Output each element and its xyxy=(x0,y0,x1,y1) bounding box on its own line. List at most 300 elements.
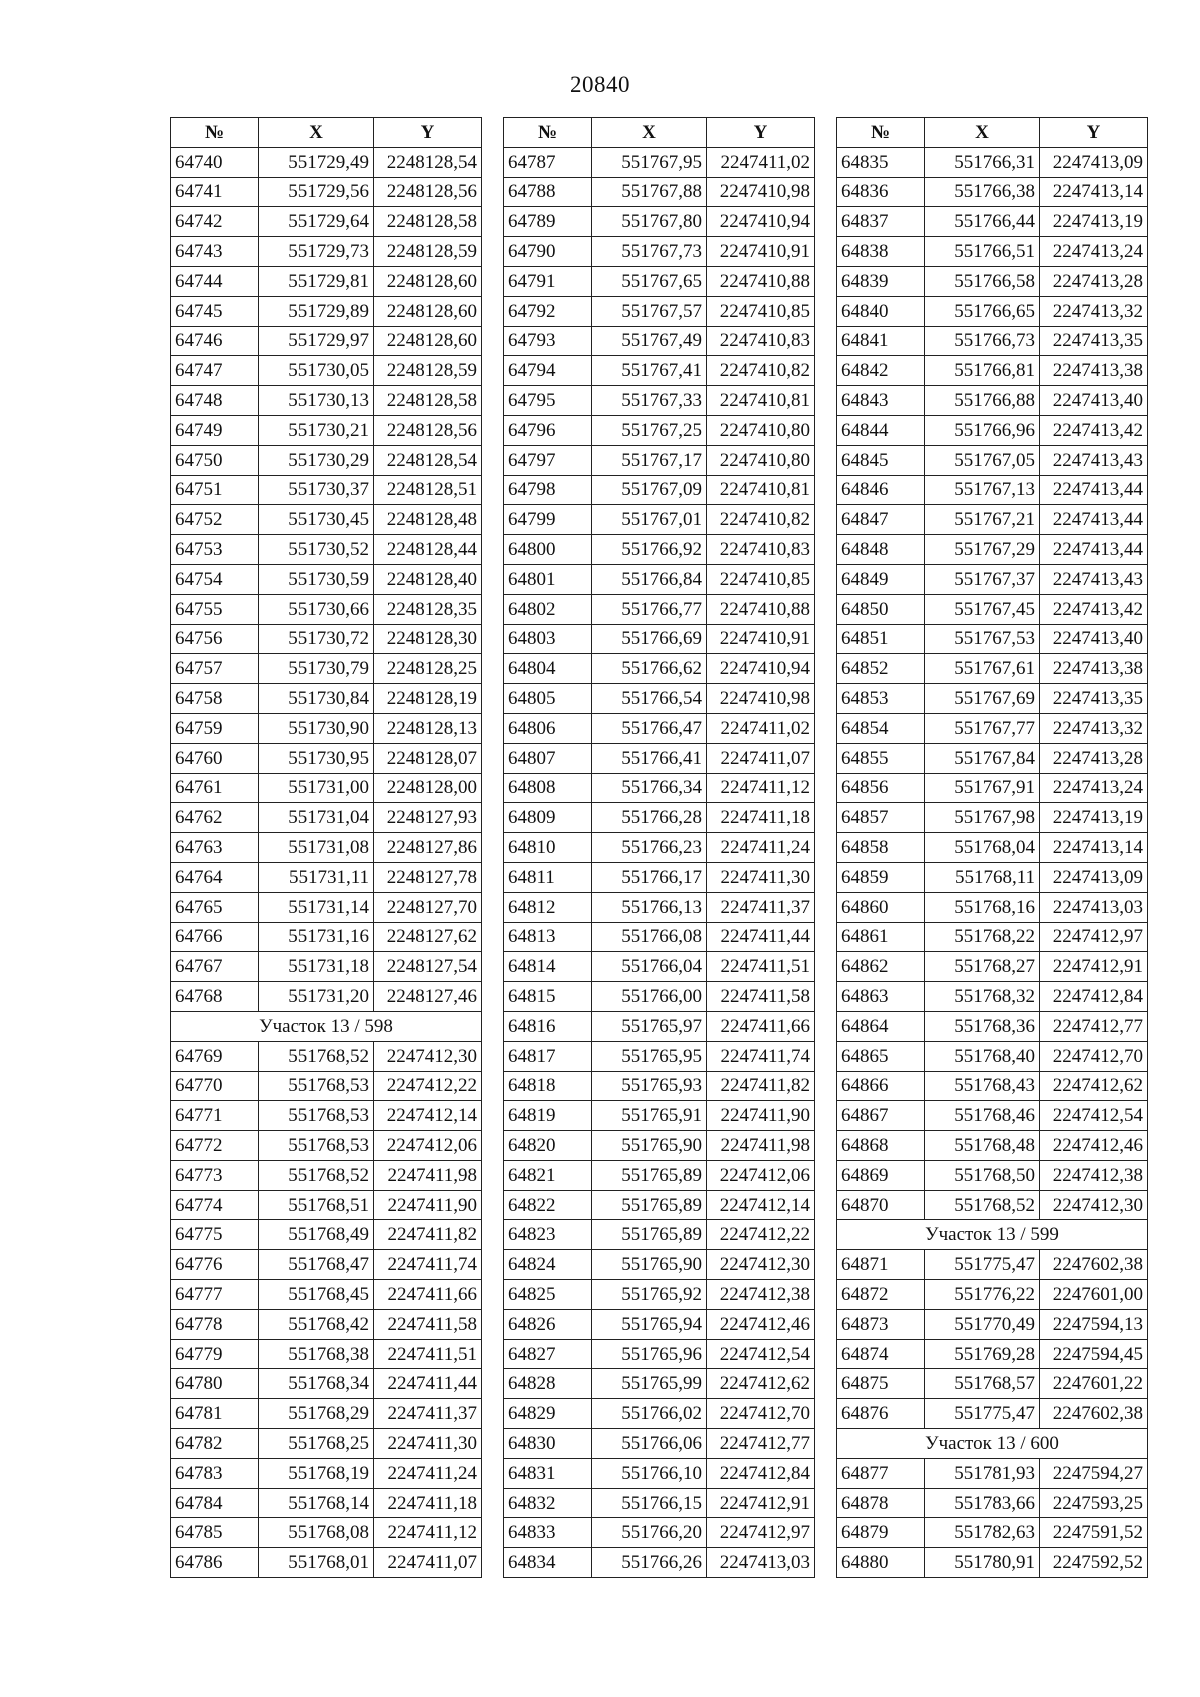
point-number: 64830 xyxy=(504,1429,592,1459)
y-coordinate: 2248128,00 xyxy=(374,773,482,803)
y-coordinate: 2248128,60 xyxy=(374,266,482,296)
y-coordinate: 2247411,30 xyxy=(374,1429,482,1459)
y-coordinate: 2247413,44 xyxy=(1040,475,1148,505)
x-coordinate: 551765,90 xyxy=(592,1250,707,1280)
point-number: 64845 xyxy=(837,445,925,475)
table-row xyxy=(171,296,482,326)
point-number: 64853 xyxy=(837,684,925,714)
point-number: 64839 xyxy=(837,266,925,296)
point-number: 64780 xyxy=(171,1369,259,1399)
x-coordinate: 551768,53 xyxy=(259,1131,374,1161)
x-coordinate: 551768,49 xyxy=(259,1220,374,1250)
table-row xyxy=(504,147,815,177)
point-number: 64748 xyxy=(171,386,259,416)
x-coordinate: 551766,04 xyxy=(592,952,707,982)
point-number: 64860 xyxy=(837,892,925,922)
x-coordinate: 551768,57 xyxy=(925,1369,1040,1399)
table-row xyxy=(171,505,482,535)
x-coordinate: 551767,13 xyxy=(925,475,1040,505)
table-row xyxy=(504,1190,815,1220)
table-row xyxy=(504,326,815,356)
x-coordinate: 551766,69 xyxy=(592,624,707,654)
table-row xyxy=(171,1518,482,1548)
table-row xyxy=(837,892,1148,922)
point-number: 64849 xyxy=(837,564,925,594)
table-row xyxy=(504,684,815,714)
point-number: 64835 xyxy=(837,147,925,177)
point-number: 64827 xyxy=(504,1339,592,1369)
point-number: 64756 xyxy=(171,624,259,654)
x-coordinate: 551729,97 xyxy=(259,326,374,356)
y-coordinate: 2247413,03 xyxy=(1040,892,1148,922)
table-row xyxy=(504,1548,815,1578)
point-number: 64803 xyxy=(504,624,592,654)
y-coordinate: 2247413,40 xyxy=(1040,386,1148,416)
table-row xyxy=(837,1309,1148,1339)
point-number: 64773 xyxy=(171,1160,259,1190)
x-coordinate: 551768,48 xyxy=(925,1131,1040,1161)
point-number: 64831 xyxy=(504,1458,592,1488)
table-row xyxy=(837,326,1148,356)
point-number: 64851 xyxy=(837,624,925,654)
point-number: 64797 xyxy=(504,445,592,475)
y-coordinate: 2247412,38 xyxy=(707,1280,815,1310)
table-row xyxy=(504,1011,815,1041)
point-number: 64808 xyxy=(504,773,592,803)
y-coordinate: 2247411,98 xyxy=(707,1131,815,1161)
point-number: 64850 xyxy=(837,594,925,624)
y-coordinate: 2247413,19 xyxy=(1040,207,1148,237)
table-row xyxy=(504,1250,815,1280)
x-coordinate: 551768,22 xyxy=(925,922,1040,952)
y-coordinate: 2247412,91 xyxy=(707,1488,815,1518)
table-row xyxy=(504,624,815,654)
table-header-row xyxy=(837,118,1148,148)
x-coordinate: 551767,05 xyxy=(925,445,1040,475)
header-number: № xyxy=(171,118,259,148)
point-number: 64768 xyxy=(171,982,259,1012)
table-row xyxy=(837,147,1148,177)
x-coordinate: 551767,77 xyxy=(925,713,1040,743)
table-row xyxy=(171,1071,482,1101)
point-number: 64871 xyxy=(837,1250,925,1280)
x-coordinate: 551768,47 xyxy=(259,1250,374,1280)
x-coordinate: 551768,43 xyxy=(925,1071,1040,1101)
y-coordinate: 2247601,22 xyxy=(1040,1369,1148,1399)
y-coordinate: 2247411,58 xyxy=(707,982,815,1012)
table-row xyxy=(837,415,1148,445)
table-row xyxy=(837,1518,1148,1548)
y-coordinate: 2247412,30 xyxy=(707,1250,815,1280)
point-number: 64876 xyxy=(837,1399,925,1429)
table-row xyxy=(837,1548,1148,1578)
table-row xyxy=(171,1101,482,1131)
x-coordinate: 551768,52 xyxy=(925,1190,1040,1220)
y-coordinate: 2247411,90 xyxy=(707,1101,815,1131)
point-number: 64813 xyxy=(504,922,592,952)
y-coordinate: 2248127,78 xyxy=(374,862,482,892)
section-row xyxy=(837,1220,1148,1250)
point-number: 64749 xyxy=(171,415,259,445)
y-coordinate: 2247594,27 xyxy=(1040,1458,1148,1488)
point-number: 64848 xyxy=(837,535,925,565)
point-number: 64874 xyxy=(837,1339,925,1369)
x-coordinate: 551766,34 xyxy=(592,773,707,803)
coordinates-table-2 xyxy=(503,117,815,1578)
point-number: 64785 xyxy=(171,1518,259,1548)
y-coordinate: 2247411,44 xyxy=(374,1369,482,1399)
y-coordinate: 2247412,30 xyxy=(1040,1190,1148,1220)
table-row xyxy=(837,356,1148,386)
x-coordinate: 551729,81 xyxy=(259,266,374,296)
table-header-row xyxy=(171,118,482,148)
header-x: X xyxy=(592,118,707,148)
x-coordinate: 551766,41 xyxy=(592,743,707,773)
table-row xyxy=(504,564,815,594)
y-coordinate: 2247411,82 xyxy=(374,1220,482,1250)
table-row xyxy=(837,773,1148,803)
y-coordinate: 2247412,38 xyxy=(1040,1160,1148,1190)
table-row xyxy=(171,266,482,296)
x-coordinate: 551766,17 xyxy=(592,862,707,892)
y-coordinate: 2247413,42 xyxy=(1040,415,1148,445)
y-coordinate: 2247410,82 xyxy=(707,505,815,535)
point-number: 64799 xyxy=(504,505,592,535)
table-row xyxy=(837,684,1148,714)
point-number: 64857 xyxy=(837,803,925,833)
x-coordinate: 551767,49 xyxy=(592,326,707,356)
y-coordinate: 2247410,91 xyxy=(707,624,815,654)
point-number: 64761 xyxy=(171,773,259,803)
point-number: 64836 xyxy=(837,177,925,207)
table-row xyxy=(837,564,1148,594)
x-coordinate: 551765,89 xyxy=(592,1220,707,1250)
point-number: 64811 xyxy=(504,862,592,892)
y-coordinate: 2247412,46 xyxy=(1040,1131,1148,1161)
x-coordinate: 551731,20 xyxy=(259,982,374,1012)
point-number: 64798 xyxy=(504,475,592,505)
point-number: 64858 xyxy=(837,833,925,863)
table-row xyxy=(504,982,815,1012)
x-coordinate: 551780,91 xyxy=(925,1548,1040,1578)
point-number: 64823 xyxy=(504,1220,592,1250)
point-number: 64750 xyxy=(171,445,259,475)
point-number: 64786 xyxy=(171,1548,259,1578)
x-coordinate: 551768,38 xyxy=(259,1339,374,1369)
table-row xyxy=(504,833,815,863)
point-number: 64787 xyxy=(504,147,592,177)
y-coordinate: 2247412,97 xyxy=(1040,922,1148,952)
point-number: 64804 xyxy=(504,654,592,684)
y-coordinate: 2248128,56 xyxy=(374,415,482,445)
table-row xyxy=(171,415,482,445)
x-coordinate: 551768,19 xyxy=(259,1458,374,1488)
table-row xyxy=(171,1131,482,1161)
point-number: 64743 xyxy=(171,237,259,267)
point-number: 64817 xyxy=(504,1041,592,1071)
table-row xyxy=(837,1160,1148,1190)
y-coordinate: 2247412,22 xyxy=(374,1071,482,1101)
y-coordinate: 2248127,54 xyxy=(374,952,482,982)
table-row xyxy=(504,535,815,565)
x-coordinate: 551768,08 xyxy=(259,1518,374,1548)
table-row xyxy=(171,1250,482,1280)
table-row xyxy=(504,237,815,267)
x-coordinate: 551767,91 xyxy=(925,773,1040,803)
y-coordinate: 2248128,56 xyxy=(374,177,482,207)
x-coordinate: 551731,14 xyxy=(259,892,374,922)
x-coordinate: 551730,79 xyxy=(259,654,374,684)
table-row xyxy=(504,1369,815,1399)
table-row xyxy=(171,1339,482,1369)
point-number: 64762 xyxy=(171,803,259,833)
point-number: 64824 xyxy=(504,1250,592,1280)
table-row xyxy=(504,356,815,386)
table-row xyxy=(504,922,815,952)
table-row xyxy=(837,624,1148,654)
y-coordinate: 2248127,93 xyxy=(374,803,482,833)
x-coordinate: 551729,56 xyxy=(259,177,374,207)
x-coordinate: 551768,16 xyxy=(925,892,1040,922)
x-coordinate: 551766,73 xyxy=(925,326,1040,356)
x-coordinate: 551768,51 xyxy=(259,1190,374,1220)
x-coordinate: 551766,23 xyxy=(592,833,707,863)
table-row xyxy=(837,386,1148,416)
table-row xyxy=(171,1190,482,1220)
y-coordinate: 2248128,59 xyxy=(374,237,482,267)
y-coordinate: 2247412,70 xyxy=(707,1399,815,1429)
table-row xyxy=(171,684,482,714)
y-coordinate: 2247602,38 xyxy=(1040,1399,1148,1429)
table-row xyxy=(837,594,1148,624)
y-coordinate: 2247602,38 xyxy=(1040,1250,1148,1280)
x-coordinate: 551765,89 xyxy=(592,1160,707,1190)
table-row xyxy=(837,1369,1148,1399)
table-row xyxy=(837,1131,1148,1161)
x-coordinate: 551765,99 xyxy=(592,1369,707,1399)
table-row xyxy=(504,1160,815,1190)
table-row xyxy=(504,177,815,207)
x-coordinate: 551765,96 xyxy=(592,1339,707,1369)
point-number: 64746 xyxy=(171,326,259,356)
header-y: Y xyxy=(374,118,482,148)
y-coordinate: 2247412,22 xyxy=(707,1220,815,1250)
table-row xyxy=(171,386,482,416)
y-coordinate: 2247411,02 xyxy=(707,713,815,743)
y-coordinate: 2248128,60 xyxy=(374,296,482,326)
y-coordinate: 2247411,74 xyxy=(707,1041,815,1071)
point-number: 64863 xyxy=(837,982,925,1012)
y-coordinate: 2247411,66 xyxy=(374,1280,482,1310)
table-row xyxy=(837,982,1148,1012)
table-row xyxy=(837,296,1148,326)
point-number: 64856 xyxy=(837,773,925,803)
point-number: 64873 xyxy=(837,1309,925,1339)
x-coordinate: 551730,37 xyxy=(259,475,374,505)
section-label: Участок 13 / 598 xyxy=(171,1011,482,1041)
table-row xyxy=(504,1488,815,1518)
x-coordinate: 551767,65 xyxy=(592,266,707,296)
x-coordinate: 551730,29 xyxy=(259,445,374,475)
point-number: 64841 xyxy=(837,326,925,356)
x-coordinate: 551766,54 xyxy=(592,684,707,714)
y-coordinate: 2247411,24 xyxy=(374,1458,482,1488)
x-coordinate: 551775,47 xyxy=(925,1399,1040,1429)
y-coordinate: 2247412,62 xyxy=(707,1369,815,1399)
x-coordinate: 551765,94 xyxy=(592,1309,707,1339)
table-row xyxy=(171,862,482,892)
point-number: 64774 xyxy=(171,1190,259,1220)
y-coordinate: 2247412,84 xyxy=(1040,982,1148,1012)
x-coordinate: 551775,47 xyxy=(925,1250,1040,1280)
x-coordinate: 551768,14 xyxy=(259,1488,374,1518)
x-coordinate: 551766,44 xyxy=(925,207,1040,237)
point-number: 64877 xyxy=(837,1458,925,1488)
point-number: 64829 xyxy=(504,1399,592,1429)
x-coordinate: 551766,13 xyxy=(592,892,707,922)
point-number: 64766 xyxy=(171,922,259,952)
point-number: 64784 xyxy=(171,1488,259,1518)
point-number: 64751 xyxy=(171,475,259,505)
table-row xyxy=(504,386,815,416)
section-label: Участок 13 / 599 xyxy=(837,1220,1148,1250)
point-number: 64812 xyxy=(504,892,592,922)
y-coordinate: 2247412,14 xyxy=(707,1190,815,1220)
point-number: 64870 xyxy=(837,1190,925,1220)
x-coordinate: 551765,89 xyxy=(592,1190,707,1220)
x-coordinate: 551730,05 xyxy=(259,356,374,386)
y-coordinate: 2248128,58 xyxy=(374,207,482,237)
point-number: 64790 xyxy=(504,237,592,267)
x-coordinate: 551765,92 xyxy=(592,1280,707,1310)
y-coordinate: 2247410,88 xyxy=(707,266,815,296)
y-coordinate: 2247410,82 xyxy=(707,356,815,386)
y-coordinate: 2247412,84 xyxy=(707,1458,815,1488)
y-coordinate: 2247411,30 xyxy=(707,862,815,892)
x-coordinate: 551730,45 xyxy=(259,505,374,535)
point-number: 64754 xyxy=(171,564,259,594)
x-coordinate: 551767,80 xyxy=(592,207,707,237)
table-row xyxy=(837,1488,1148,1518)
point-number: 64868 xyxy=(837,1131,925,1161)
y-coordinate: 2247601,00 xyxy=(1040,1280,1148,1310)
table-row xyxy=(837,177,1148,207)
y-coordinate: 2247410,98 xyxy=(707,177,815,207)
x-coordinate: 551767,95 xyxy=(592,147,707,177)
point-number: 64805 xyxy=(504,684,592,714)
table-row xyxy=(171,1429,482,1459)
y-coordinate: 2247411,90 xyxy=(374,1190,482,1220)
page-number: 20840 xyxy=(570,72,630,97)
header-x: X xyxy=(259,118,374,148)
x-coordinate: 551730,90 xyxy=(259,713,374,743)
y-coordinate: 2247410,94 xyxy=(707,654,815,684)
point-number: 64842 xyxy=(837,356,925,386)
y-coordinate: 2247410,88 xyxy=(707,594,815,624)
point-number: 64807 xyxy=(504,743,592,773)
y-coordinate: 2247411,37 xyxy=(707,892,815,922)
header-x: X xyxy=(925,118,1040,148)
x-coordinate: 551766,92 xyxy=(592,535,707,565)
point-number: 64753 xyxy=(171,535,259,565)
y-coordinate: 2247411,58 xyxy=(374,1309,482,1339)
x-coordinate: 551767,01 xyxy=(592,505,707,535)
y-coordinate: 2247413,14 xyxy=(1040,177,1148,207)
point-number: 64852 xyxy=(837,654,925,684)
x-coordinate: 551769,28 xyxy=(925,1339,1040,1369)
y-coordinate: 2247412,06 xyxy=(707,1160,815,1190)
table-row xyxy=(171,535,482,565)
y-coordinate: 2247591,52 xyxy=(1040,1518,1148,1548)
point-number: 64792 xyxy=(504,296,592,326)
point-number: 64802 xyxy=(504,594,592,624)
table-row xyxy=(837,475,1148,505)
coordinates-table-1 xyxy=(170,117,482,1578)
y-coordinate: 2247411,07 xyxy=(374,1548,482,1578)
x-coordinate: 551766,15 xyxy=(592,1488,707,1518)
y-coordinate: 2247411,82 xyxy=(707,1071,815,1101)
x-coordinate: 551768,52 xyxy=(259,1041,374,1071)
table-row xyxy=(837,952,1148,982)
x-coordinate: 551766,84 xyxy=(592,564,707,594)
x-coordinate: 551766,08 xyxy=(592,922,707,952)
x-coordinate: 551768,42 xyxy=(259,1309,374,1339)
x-coordinate: 551766,20 xyxy=(592,1518,707,1548)
point-number: 64880 xyxy=(837,1548,925,1578)
table-row xyxy=(171,1041,482,1071)
table-row xyxy=(171,1399,482,1429)
y-coordinate: 2247413,43 xyxy=(1040,564,1148,594)
table-row xyxy=(171,1548,482,1578)
point-number: 64755 xyxy=(171,594,259,624)
y-coordinate: 2247410,85 xyxy=(707,564,815,594)
point-number: 64763 xyxy=(171,833,259,863)
table-row xyxy=(837,1280,1148,1310)
section-label: Участок 13 / 600 xyxy=(837,1429,1148,1459)
y-coordinate: 2247410,94 xyxy=(707,207,815,237)
table-row xyxy=(837,266,1148,296)
point-number: 64779 xyxy=(171,1339,259,1369)
table-row xyxy=(837,237,1148,267)
point-number: 64769 xyxy=(171,1041,259,1071)
y-coordinate: 2248128,51 xyxy=(374,475,482,505)
x-coordinate: 551766,00 xyxy=(592,982,707,1012)
point-number: 64772 xyxy=(171,1131,259,1161)
x-coordinate: 551766,65 xyxy=(925,296,1040,326)
point-number: 64757 xyxy=(171,654,259,684)
x-coordinate: 551731,16 xyxy=(259,922,374,952)
x-coordinate: 551766,28 xyxy=(592,803,707,833)
point-number: 64806 xyxy=(504,713,592,743)
table-row xyxy=(504,713,815,743)
point-number: 64744 xyxy=(171,266,259,296)
y-coordinate: 2248127,70 xyxy=(374,892,482,922)
x-coordinate: 551767,88 xyxy=(592,177,707,207)
x-coordinate: 551767,53 xyxy=(925,624,1040,654)
x-coordinate: 551766,06 xyxy=(592,1429,707,1459)
table-row xyxy=(837,207,1148,237)
point-number: 64840 xyxy=(837,296,925,326)
y-coordinate: 2247413,28 xyxy=(1040,743,1148,773)
x-coordinate: 551731,00 xyxy=(259,773,374,803)
y-coordinate: 2247410,91 xyxy=(707,237,815,267)
x-coordinate: 551729,89 xyxy=(259,296,374,326)
table-row xyxy=(504,266,815,296)
y-coordinate: 2247413,40 xyxy=(1040,624,1148,654)
y-coordinate: 2247411,74 xyxy=(374,1250,482,1280)
x-coordinate: 551766,96 xyxy=(925,415,1040,445)
x-coordinate: 551768,53 xyxy=(259,1101,374,1131)
